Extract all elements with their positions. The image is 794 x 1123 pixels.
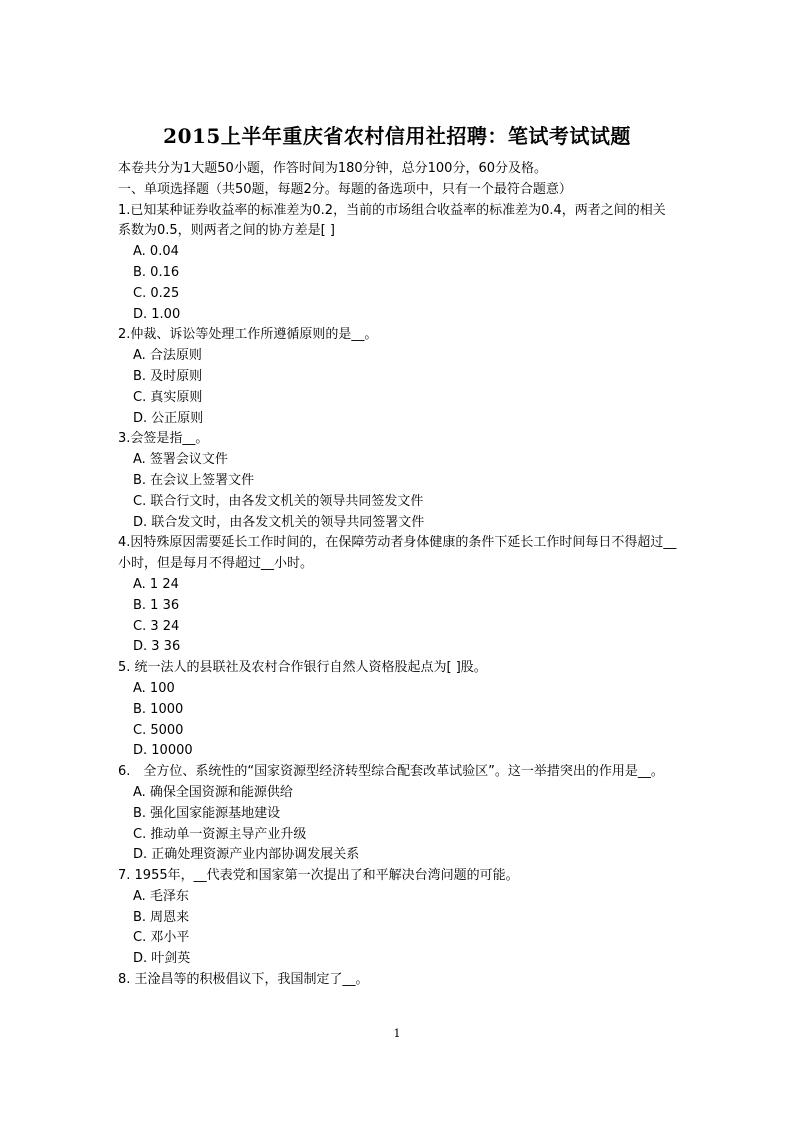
question-2-option-b: B. 及时原则 — [133, 368, 203, 384]
question-7-text: 7. 1955年，__代表党和国家第一次提出了和平解决台湾问题的可能。 — [118, 868, 519, 884]
question-4-option-d: D. 3 36 — [133, 639, 181, 655]
question-7-option-b: B. 周恩来 — [133, 909, 190, 925]
question-4-text: 4.因特殊原因需要延长工作时间的，在保障劳动者身体健康的条件下延长工作时间每日不得超过__小时，但是每月不得超过__小时。 — [118, 535, 677, 572]
question-7-option-d: D. 叶剑英 — [133, 951, 191, 967]
question-2-text: 2.仲裁、诉讼等处理工作所遵循原则的是__。 — [118, 327, 378, 343]
question-3-option-c: C. 联合行文时，由各发文机关的领导共同签发文件 — [133, 493, 424, 509]
exam-intro: 本卷共分为1大题50小题，作答时间为180分钟，总分100分，60分及格。 — [118, 161, 547, 176]
question-2-option-c: C. 真实原则 — [133, 389, 203, 405]
question-2-option-a: A. 合法原则 — [133, 348, 202, 364]
question-4-option-b: B. 1 36 — [133, 597, 180, 613]
question-6-text: 6. 全方位、系统性的“国家资源型经济转型综合配套改革试验区”。这一举措突出的作用是__。 — [118, 764, 664, 780]
question-1-option-d: D. 1.00 — [133, 306, 181, 322]
question-7-option-a: A. 毛泽东 — [133, 888, 189, 904]
question-3-option-a: A. 签署会议文件 — [133, 452, 228, 468]
question-1-option-a: A. 0.04 — [133, 244, 179, 260]
document-body — [118, 159, 678, 991]
question-6-option-c: C. 推动单一资源主导产业升级 — [133, 826, 307, 842]
question-5-option-b: B. 1000 — [133, 701, 184, 717]
question-5-option-a: A. 100 — [133, 680, 175, 696]
question-1-text: 1.已知某种证券收益率的标准差为0.2，当前的市场组合收益率的标准差为0.4，两者之间的相关系数为0.5，则两者之间的协方差是[ ] — [118, 202, 666, 239]
question-3-option-d: D. 联合发文时，由各发文机关的领导共同签署文件 — [133, 514, 425, 530]
question-4-option-a: A. 1 24 — [133, 576, 179, 592]
question-5-text: 5. 统一法人的县联社及农村合作银行自然人资格股起点为[ ]股。 — [118, 660, 487, 676]
question-6-option-b: B. 强化国家能源基地建设 — [133, 805, 281, 821]
question-6-option-d: D. 正确处理资源产业内部协调发展关系 — [133, 847, 360, 863]
question-5-option-d: D. 10000 — [133, 743, 193, 759]
question-7-option-c: C. 邓小平 — [133, 930, 190, 946]
question-1-option-c: C. 0.25 — [133, 285, 180, 301]
question-4-option-c: C. 3 24 — [133, 618, 180, 634]
question-2-option-d: D. 公正原则 — [133, 410, 204, 426]
page-number: 1 — [393, 1027, 401, 1040]
section-heading: 一、单项选择题（共50题，每题2分。每题的备选项中，只有一个最符合题意） — [118, 181, 572, 197]
question-8-text: 8. 王淦昌等的积极倡议下，我国制定了__。 — [118, 972, 369, 988]
question-6-option-a: A. 确保全国资源和能源供给 — [133, 784, 293, 800]
question-5-option-c: C. 5000 — [133, 722, 184, 738]
question-3-option-b: B. 在会议上签署文件 — [133, 472, 255, 488]
question-3-text: 3.会签是指__。 — [118, 431, 209, 447]
document-title: 2015上半年重庆省农村信用社招聘：笔试考试试题 — [163, 124, 631, 148]
question-1-option-b: B. 0.16 — [133, 264, 180, 280]
